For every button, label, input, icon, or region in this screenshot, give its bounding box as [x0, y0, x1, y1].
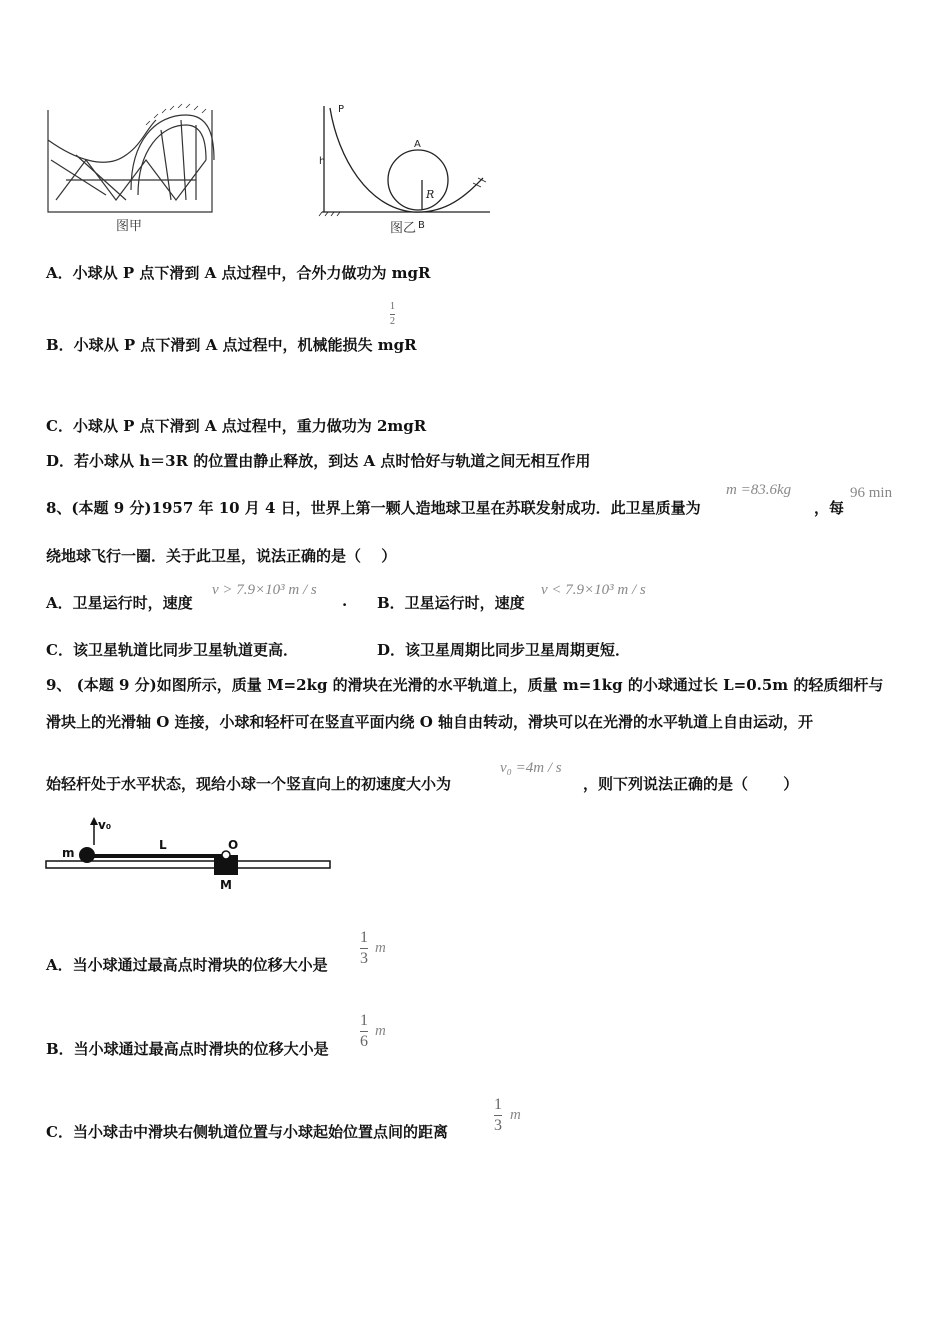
q9-option-b: B．当小球通过最高点时滑块的位移大小是 [46, 1040, 329, 1058]
q9-option-c-unit: m [510, 1107, 521, 1123]
figure-q9 [44, 815, 334, 895]
q7-option-b-fraction: 1 2 [390, 301, 395, 327]
q9-label-v0: v₀ [98, 818, 112, 832]
q8-option-b-math: v < 7.9×10³ m / s [541, 582, 646, 598]
q8-option-d: D．该卫星周期比同步卫星周期更短． [377, 641, 631, 659]
q9-option-c-fraction: 1 3 [494, 1096, 502, 1134]
label-b: B [418, 220, 425, 231]
q8-mass: m =83.6kg [726, 482, 792, 498]
q9-stem-line1: 9、 (本题 9 分)如图所示，质量 M=2kg 的滑块在光滑的水平轨道上，质量 m=1kg 的小球通过长 L=0.5m 的轻质细杆与 [46, 676, 884, 694]
q7-option-a: A．小球从 P 点下滑到 A 点过程中，合外力做功为 mgR [46, 264, 431, 282]
figure-yi [318, 98, 498, 238]
q9-option-c: C．当小球击中滑块右侧轨道位置与小球起始位置点间的距离 [46, 1123, 448, 1141]
q8-period: 96 min [850, 485, 893, 501]
q9-stem-line3: 始轻杆处于水平状态，现给小球一个竖直向上的初速度大小为 [46, 775, 452, 793]
q9-label-M: M [220, 878, 232, 892]
q8-stem-line2: 绕地球飞行一圈．关于此卫星，说法正确的是（ ） [46, 547, 397, 565]
q9-v0: v₀ =4m / s [500, 760, 562, 776]
q9-stem-line2: 滑块上的光滑轴 O 连接，小球和轻杆可在竖直平面内绕 O 轴自由转动，滑块可以在光滑的水平轨道上自由运动，开 [46, 713, 814, 731]
figure-jia [46, 100, 218, 235]
q9-stem-line3-end: ，则下列说法正确的是（ ） [583, 775, 799, 793]
label-p: P [338, 104, 345, 115]
q7-option-c: C．小球从 P 点下滑到 A 点过程中，重力做功为 2mgR [46, 417, 427, 435]
q8-option-b: B．卫星运行时，速度 [377, 594, 525, 612]
q9-label-m: m [62, 846, 75, 860]
q9-option-b-unit: m [375, 1023, 386, 1039]
q8-option-c: C．该卫星轨道比同步卫星轨道更高． [46, 641, 298, 659]
label-h: h [319, 156, 326, 167]
q8-stem-line1: 8、(本题 9 分)1957 年 10 月 4 日，世界上第一颗人造地球卫星在苏联发射成功．此卫星质量为 [46, 499, 701, 517]
q8-option-a-math: v > 7.9×10³ m / s [212, 582, 317, 598]
q7-option-d: D．若小球从 h＝3R 的位置由静止释放，到达 A 点时恰好与轨道之间无相互作用 [46, 452, 591, 470]
q9-option-a-fraction: 1 3 [360, 929, 368, 967]
figure-jia-caption: 图甲 [116, 219, 143, 234]
q7-option-b: B．小球从 P 点下滑到 A 点过程中，机械能损失 mgR [46, 336, 417, 354]
label-r: R [426, 188, 435, 201]
q8-option-a-end: . [342, 592, 348, 610]
q8-option-a: A．卫星运行时，速度 [46, 594, 193, 612]
q9-option-a: A．当小球通过最高点时滑块的位移大小是 [46, 956, 328, 974]
q9-option-b-fraction: 1 6 [360, 1012, 368, 1050]
label-a: A [414, 139, 421, 150]
q9-option-a-unit: m [375, 940, 386, 956]
q9-label-L: L [159, 838, 167, 852]
q9-label-O: O [228, 838, 239, 852]
q8-comma: ，每 [814, 499, 845, 517]
figure-yi-caption: 图乙 [390, 221, 417, 236]
